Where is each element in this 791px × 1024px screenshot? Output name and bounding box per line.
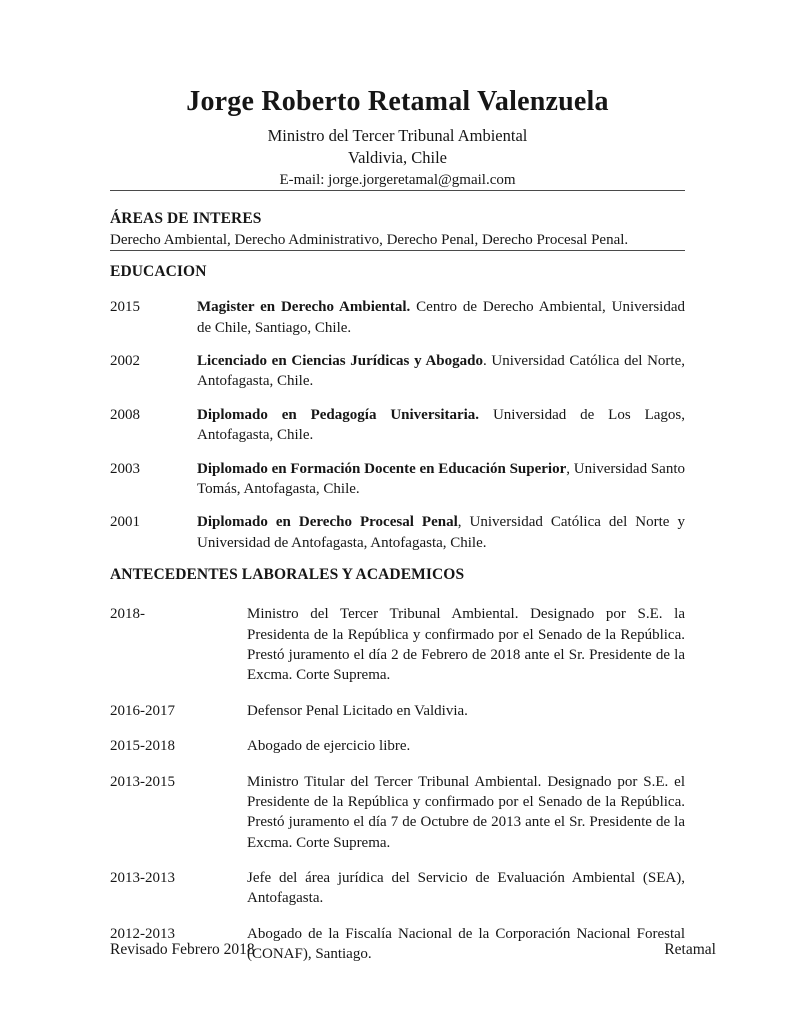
education-description	[197, 351, 685, 392]
education-institution: . Universidad Católica del Norte, Antofagasta, Chile.	[197, 353, 685, 390]
education-degree-title: Magister en Derecho Ambiental.	[197, 299, 411, 316]
experience-years: 2016-2017	[110, 702, 175, 719]
education-degree-title: Diplomado en Formación Docente en Educación Superior	[197, 460, 567, 477]
education-year: 2015	[110, 299, 140, 316]
education-heading: EDUCACION	[110, 263, 207, 281]
education-institution: , Universidad Católica del Norte y Universidad de Antofagasta, Antofagasta, Chile.	[197, 514, 685, 551]
education-year: 2003	[110, 460, 140, 477]
education-institution: , Universidad Santo Tomás, Antofagasta, Chile.	[197, 460, 686, 498]
education-institution: Universidad de Los Lagos, Antofagasta, Chile.	[197, 406, 685, 444]
education-year: 2008	[110, 406, 140, 423]
experience-years: 2013-2015	[110, 773, 175, 790]
footer-revision-date: Revisado Febrero 2018	[110, 941, 255, 958]
experience-description: Ministro del Tercer Tribunal Ambiental. Designado por S.E. la Presidenta de la República y confirmado por el Senado de la República. Prestó juramento el día 2 de Febrero de 2018 ante el Sr. Presidente de la Excma. Corte Suprema.	[247, 606, 685, 684]
education-institution: Centro de Derecho Ambiental, Universidad de Chile, Santiago, Chile.	[197, 299, 685, 336]
experience-heading: ANTECEDENTES LABORALES Y ACADEMICOS	[110, 566, 465, 584]
education-degree-title: Diplomado en Pedagogía Universitaria.	[197, 406, 480, 423]
education-list	[110, 297, 685, 553]
education-description	[197, 512, 685, 553]
cv-header	[110, 86, 685, 190]
education-degree-title: Diplomado en Derecho Procesal Penal	[197, 514, 458, 531]
education-description	[197, 297, 685, 338]
experience-years: 2013-2013	[110, 870, 175, 887]
interests-heading: ÁREAS DE INTERES	[110, 210, 262, 228]
education-description	[197, 459, 685, 500]
experience-years: 2012-2013	[110, 925, 175, 942]
experience-description: Abogado de la Fiscalía Nacional de la Corporación Nacional Forestal (CONAF), Santiago.	[247, 925, 685, 963]
footer-surname: Retamal	[664, 941, 716, 958]
education-year: 2001	[110, 514, 140, 531]
person-name: Jorge Roberto Retamal Valenzuela	[186, 86, 609, 117]
experience-description: Defensor Penal Licitado en Valdivia.	[247, 702, 468, 719]
education-description	[197, 405, 685, 446]
section-interests	[110, 210, 685, 250]
divider-education	[110, 250, 685, 251]
experience-description: Abogado de ejercicio libre.	[247, 738, 411, 755]
experience-years: 2015-2018	[110, 738, 175, 755]
interests-text: Derecho Ambiental, Derecho Administrativo, Derecho Penal, Derecho Procesal Penal.	[110, 232, 629, 249]
education-entry	[110, 297, 685, 338]
experience-entry	[110, 604, 685, 686]
experience-entry	[110, 868, 685, 909]
experience-description: Jefe del área jurídica del Servicio de Evaluación Ambiental (SEA), Antofagasta.	[247, 870, 685, 907]
experience-years: 2018-	[110, 606, 145, 623]
divider-top	[110, 190, 685, 191]
education-entry	[110, 351, 685, 392]
education-year: 2002	[110, 353, 140, 370]
experience-entry	[110, 701, 685, 721]
education-entry	[110, 512, 685, 553]
education-degree-title: Licenciado en Ciencias Jurídicas y Abogado	[197, 353, 483, 370]
experience-description: Ministro Titular del Tercer Tribunal Ambiental. Designado por S.E. el Presidente de la República y confirmado por el Senado de la República. Prestó juramento el día 7 de Octubre de 2013 ante el Sr. Presidente de la Excma. Corte Suprema.	[247, 773, 685, 851]
person-location: Valdivia, Chile	[348, 147, 447, 167]
section-experience	[110, 566, 685, 964]
section-education	[110, 263, 685, 553]
cv-footer	[110, 941, 716, 959]
education-entry	[110, 459, 685, 500]
person-email: E-mail: jorge.jorgeretamal@gmail.com	[279, 171, 516, 188]
experience-entry	[110, 736, 685, 756]
education-entry	[110, 405, 685, 446]
experience-list	[110, 604, 685, 964]
experience-entry	[110, 772, 685, 854]
person-role: Ministro del Tercer Tribunal Ambiental	[267, 126, 528, 145]
